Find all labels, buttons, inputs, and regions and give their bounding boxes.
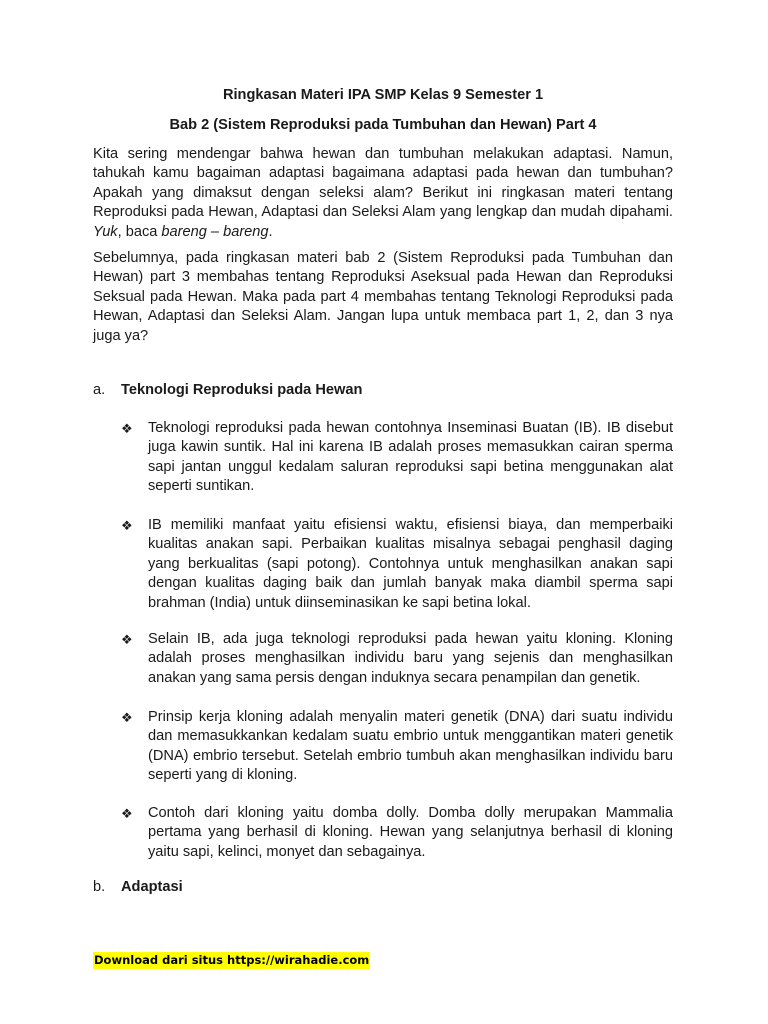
document-title: Ringkasan Materi IPA SMP Kelas 9 Semester 1 — [222, 87, 544, 103]
list-item — [121, 630, 673, 688]
diamond-bullet-icon: ❖ — [121, 710, 133, 725]
diamond-bullet-icon: ❖ — [121, 421, 133, 436]
list-item — [121, 419, 673, 497]
list-item-text: Prinsip kerja kloning adalah menyalin materi genetik (DNA) dari suatu individu dan memasukkankan kedalam suatu embrio untuk menggantikan materi genetik (DNA) embrio tersebut. Setelah embrio tumbuh akan menghasilkan individu baru seperti yang di kloning. — [148, 709, 673, 784]
document-subtitle: Bab 2 (Sistem Reproduksi pada Tumbuhan dan Hewan) Part 4 — [169, 117, 597, 133]
section-b-letter: b. — [93, 879, 106, 895]
list-item — [121, 804, 673, 862]
section-b-heading — [93, 878, 183, 897]
section-a-letter: a. — [93, 382, 106, 398]
list-item-text: IB memiliki manfaat yaitu efisiensi waktu, efisiensi biaya, dan memperbaiki kualitas anakan sapi. Perbaikan kualitas misalnya sebagai penghasil daging yang berkualitas (sapi potong). Contohnya untuk menghasilkan anakan sapi dengan kualitas daging baik dan jumlah banyak maka diambil sperma sapi brahman (India) untuk diinseminasikan ke sapi betina lokal. — [148, 517, 673, 611]
diamond-bullet-icon: ❖ — [121, 806, 133, 821]
list-item-text: Contoh dari kloning yaitu domba dolly. Domba dolly merupakan Mammalia pertama yang berhasil di kloning. Hewan yang selanjutnya berhasil di kloning yaitu sapi, kelinci, monyet dan sebagainya. — [148, 805, 673, 860]
list-item — [121, 516, 673, 613]
list-item-text: Teknologi reproduksi pada hewan contohnya Inseminasi Buatan (IB). IB disebut juga kawin suntik. Hal ini karena IB adalah proses memasukkan cairan sperma sapi jantan unggul kedalam saluran reproduksi sapi betina menggunakan alat seperti suntikan. — [148, 420, 673, 495]
intro-text: Kita sering mendengar bahwa hewan dan tumbuhan melakukan adaptasi. Namun, tahukah kamu bagaiman adaptasi bagaimana adaptasi pada hewan dan tumbuhan? Apakah yang dimaksut dengan seleksi alam? Berikut ini ringkasan materi tentang Reproduksi pada Hewan, Adaptasi dan Seleksi Alam yang lengkap dan mudah dipahami. — [93, 146, 673, 221]
section-a-title: Teknologi Reproduksi pada Hewan — [121, 382, 363, 398]
intro-end: . — [268, 223, 273, 240]
list-item — [121, 708, 673, 786]
context-paragraph: Sebelumnya, pada ringkasan materi bab 2 (Sistem Reproduksi pada Tumbuhan dan Hewan) part 3 membahas tentang Reproduksi Aseksual pada Hewan dan Reproduksi Seksual pada Hewan. Maka pada part 4 membahas tentang Teknologi Reproduksi pada Hewan, Adaptasi dan Seleksi Alam. Jangan lupa untuk membaca part 1, 2, dan 3 nya juga ya? — [93, 250, 673, 344]
download-footer: Download dari situs https://wirahadie.com — [94, 953, 370, 967]
section-b-title: Adaptasi — [121, 879, 183, 895]
intro-paragraph — [93, 145, 673, 242]
intro-bareng: bareng – bareng — [161, 223, 269, 240]
diamond-bullet-icon: ❖ — [121, 632, 133, 647]
intro-yuk: Yuk — [93, 223, 118, 240]
diamond-bullet-icon: ❖ — [121, 518, 133, 533]
section-a-heading — [93, 381, 362, 400]
intro-baca: , baca — [117, 223, 162, 240]
list-item-text: Selain IB, ada juga teknologi reproduksi pada hewan yaitu kloning. Kloning adalah proses menghasilkan individu baru yang sejenis dan menghasilkan anakan yang sama persis dengan induknya secara penampilan dan genetik. — [148, 631, 673, 686]
